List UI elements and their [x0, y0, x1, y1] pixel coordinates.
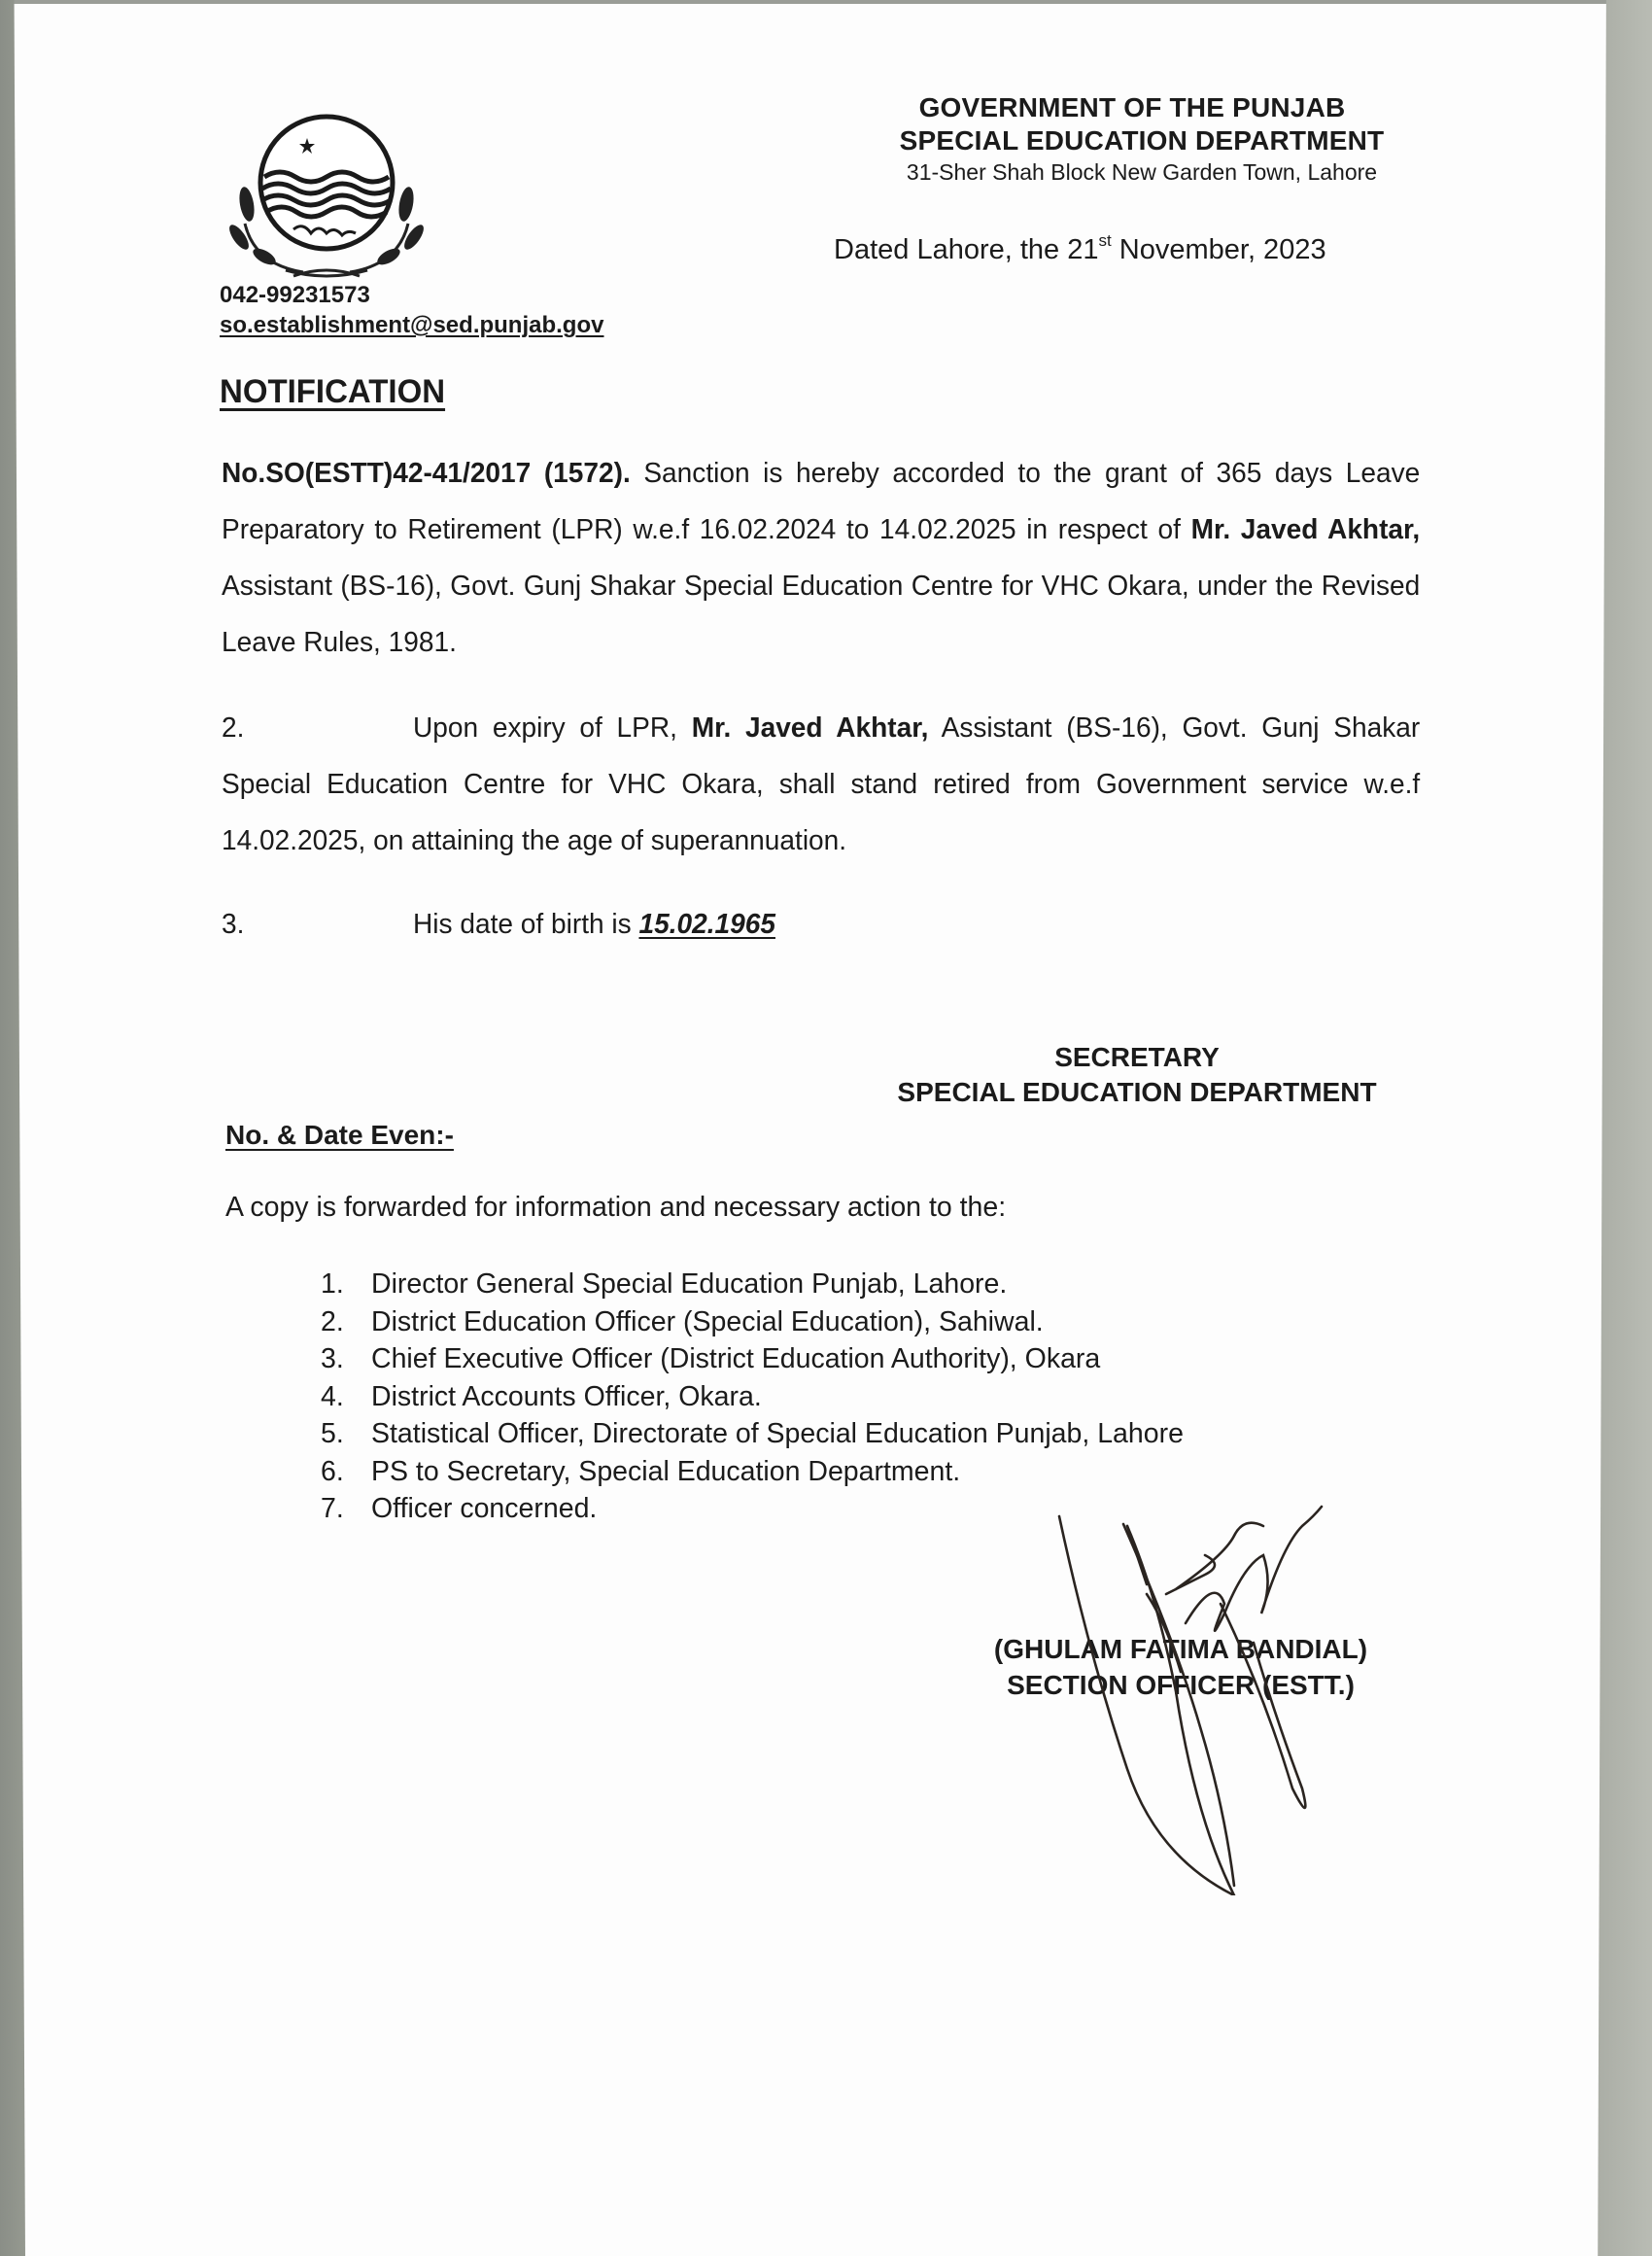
- para2-text-b: Assistant (BS-16), Govt. Gunj Shakar Special Education Centre for VHC Okara, shall stand retired from Government service w.e.f 14.02.2025, on attaining the age of superannuation.: [222, 712, 1421, 856]
- email-link[interactable]: so.establishment@sed.punjab.gov: [220, 312, 604, 338]
- department-name: SPECIAL EDUCATION DEPARTMENT: [899, 125, 1385, 156]
- employee-name: Mr. Javed Akhtar,: [1190, 514, 1421, 545]
- handwritten-signature-icon: [1030, 1497, 1360, 1895]
- list-number: 4.: [321, 1380, 344, 1412]
- list-item: [321, 1378, 1184, 1416]
- dated-rest: November, 2023: [1111, 234, 1326, 265]
- punjab-emblem-icon: [225, 109, 428, 284]
- para3-text: His date of birth is: [413, 909, 639, 940]
- issuer-block: [836, 1040, 1438, 1110]
- list-item: [321, 1340, 1184, 1378]
- issuer-title: SECRETARY: [1054, 1042, 1220, 1072]
- recipient: Statistical Officer, Directorate of Special Education Punjab, Lahore: [371, 1418, 1184, 1449]
- list-item: [321, 1415, 1184, 1453]
- employee-name: Mr. Javed Akhtar,: [691, 712, 929, 744]
- para1-text-b: Assistant (BS-16), Govt. Gunj Shakar Special Education Centre for VHC Okara, under the Revised Leave Rules, 1981.: [222, 571, 1421, 658]
- list-number: 1.: [321, 1268, 344, 1300]
- scan-edge-top: [0, 0, 1652, 4]
- list-item: [321, 1303, 1184, 1341]
- para-number: 3.: [222, 909, 245, 940]
- signatory-designation: SECTION OFFICER (ESTT.): [1007, 1670, 1355, 1700]
- para2-text-a: Upon expiry of LPR,: [413, 712, 692, 744]
- paragraph-1: [222, 445, 1420, 671]
- list-number: 6.: [321, 1455, 344, 1487]
- list-number: 3.: [321, 1343, 344, 1374]
- government-name: GOVERNMENT OF THE PUNJAB: [918, 92, 1346, 122]
- recipient: PS to Secretary, Special Education Department.: [371, 1455, 961, 1487]
- scan-edge-right: [1592, 0, 1652, 2256]
- recipient: Chief Executive Officer (District Education Authority), Okara: [371, 1343, 1101, 1374]
- scan-edge-left: [0, 0, 25, 2256]
- letterhead-title: [816, 91, 1438, 187]
- endorsement-intro: A copy is forwarded for information and necessary action to the:: [225, 1192, 1007, 1223]
- paragraph-3: [222, 896, 1420, 953]
- signatory-name: (GHULAM FATIMA BANDIAL): [993, 1634, 1368, 1664]
- recipient: District Education Officer (Special Education), Sahiwal.: [371, 1305, 1044, 1337]
- dated-ordinal: st: [1098, 231, 1112, 250]
- reference-number: No.SO(ESTT)42-41/2017 (1572).: [222, 458, 631, 489]
- notification-title: NOTIFICATION: [220, 373, 446, 410]
- para1-text-a: Sanction is hereby accorded to the grant of 365 days Leave Preparatory to Retirement (LPR) w.e.f 16.02.2024 to 14.02.2025 in respect of: [222, 458, 1421, 545]
- date-of-birth: 15.02.1965: [638, 909, 775, 940]
- list-number: 7.: [321, 1493, 344, 1524]
- phone-number: 042-99231573: [220, 282, 370, 308]
- recipient: Director General Special Education Punjab, Lahore.: [371, 1268, 1008, 1300]
- paragraph-2: [222, 700, 1420, 869]
- endorsement-heading: No. & Date Even:-: [225, 1120, 454, 1150]
- recipient: Officer concerned.: [371, 1493, 598, 1524]
- list-number: 2.: [321, 1305, 344, 1337]
- dated-prefix: Dated Lahore, the 21: [834, 234, 1099, 265]
- list-number: 5.: [321, 1418, 344, 1449]
- distribution-list: [321, 1266, 1184, 1528]
- list-item: [321, 1453, 1184, 1491]
- issuer-department: SPECIAL EDUCATION DEPARTMENT: [897, 1077, 1377, 1107]
- contact-block: [220, 280, 603, 340]
- department-address: 31-Sher Shah Block New Garden Town, Lahore: [906, 159, 1378, 185]
- para-number: 2.: [222, 712, 245, 744]
- dated-line: [834, 231, 1326, 266]
- list-item: [321, 1266, 1184, 1303]
- recipient: District Accounts Officer, Okara.: [371, 1380, 762, 1412]
